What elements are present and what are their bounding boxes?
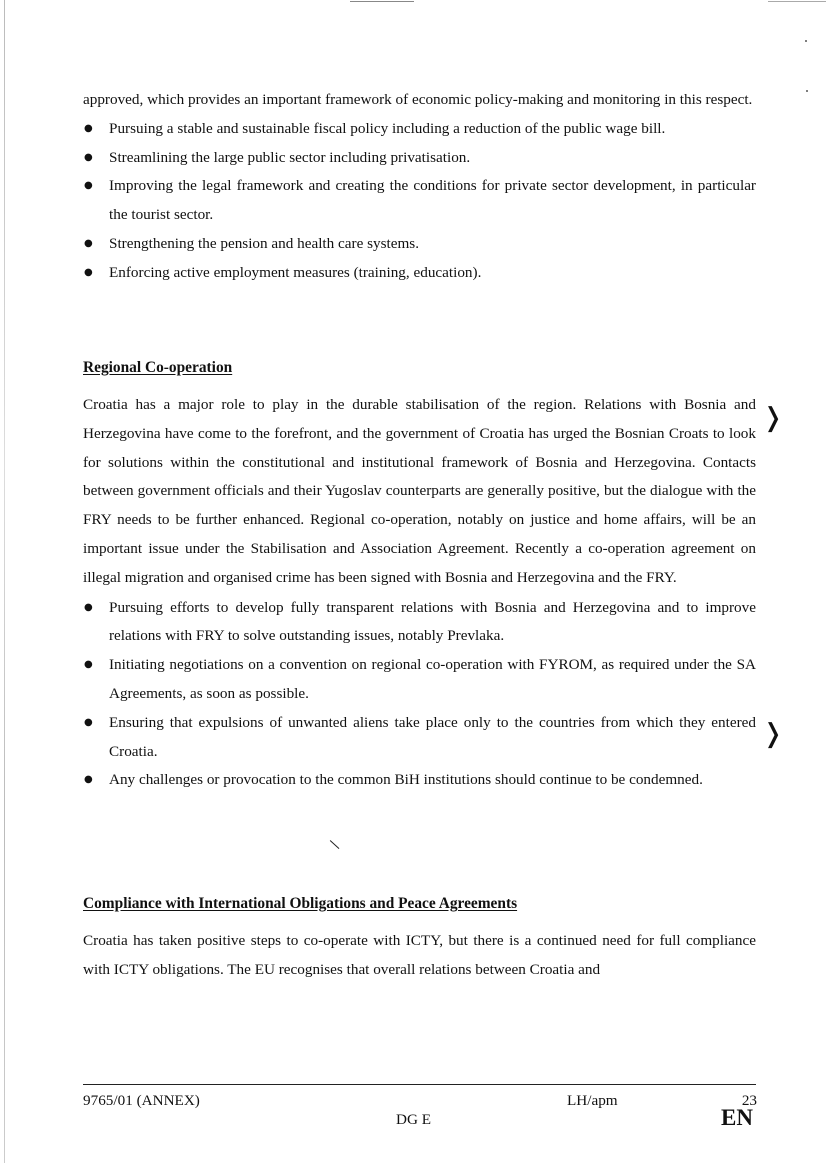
bullet-icon: ● — [84, 122, 93, 134]
bullet-icon: ● — [84, 601, 93, 613]
list-item: ● Any challenges or provocation to the common BiH institutions should continue to be condemned. — [83, 766, 756, 795]
punch-hole-mark-icon: ❭ — [762, 719, 784, 749]
footer-language: EN — [721, 1105, 753, 1130]
scan-left-edge — [4, 0, 5, 1163]
list-item: ● Pursuing efforts to develop fully transparent relations with Bosnia and Herzegovina and to improve relations with FRY to solve outstanding issues, notably Prevlaka. — [83, 594, 756, 652]
economic-policy-section — [83, 86, 756, 288]
bullet-icon: ● — [84, 716, 93, 728]
bullet-icon: ● — [84, 237, 93, 249]
list-item: ● Ensuring that expulsions of unwanted aliens take place only to the countries from which they entered Croatia. — [83, 709, 756, 767]
section-heading: Regional Co-operation — [83, 359, 233, 376]
bullet-icon: ● — [84, 659, 93, 671]
list-item: ● Improving the legal framework and creating the conditions for private sector development, in particular the tourist sector. — [83, 172, 756, 230]
section-heading: Compliance with International Obligations and Peace Agreements — [83, 895, 518, 912]
list-item: ● Initiating negotiations on a convention on regional co-operation with FYROM, as required under the SA Agreements, as soon as possible. — [83, 651, 756, 709]
list-item: ● Strengthening the pension and health care systems. — [83, 230, 756, 259]
list-item: ● Streamlining the large public sector including privatisation. — [83, 144, 756, 173]
compliance-body — [83, 927, 756, 985]
intro-paragraph: approved, which provides an important framework of economic policy-making and monitoring in this respect. — [83, 91, 753, 108]
bullet-icon: ● — [84, 151, 93, 163]
compliance-section — [83, 890, 756, 919]
bullet-icon: ● — [84, 266, 93, 278]
list-item: ● Enforcing active employment measures (training, education). — [83, 259, 756, 288]
scan-edge-line-right — [768, 1, 826, 2]
compliance-paragraph: Croatia has taken positive steps to co-operate with ICTY, but there is a continued need for full compliance with ICTY obligations. The EU recognises that overall relations between Croatia and — [83, 932, 756, 978]
economic-bullet-list — [83, 115, 756, 288]
scan-speck — [805, 40, 807, 42]
regional-bullet-list — [83, 594, 756, 796]
regional-paragraph: Croatia has a major role to play in the durable stabilisation of the region. Relations with Bosnia and Herzegovina have come to the forefront, and the government of Croatia has urged the Bosnian Croats to look for solutions within the constitutional and institutional framework of Bosnia and Herzegovina. Contacts between government officials and their Yugoslav counterparts are generally positive, but the dialogue with the FRY needs to be further enhanced. Regional co-operation, notably on justice and home affairs, will be an important issue under the Stabilisation and Association Agreement. Recently a co-operation agreement on illegal migration and organised crime has been signed with Bosnia and Herzegovina and the FRY. — [83, 396, 756, 586]
bullet-icon: ● — [84, 180, 93, 192]
footer-page-number: 23 — [741, 1092, 757, 1109]
stray-pen-mark — [330, 840, 340, 849]
footer-initials: LH/apm — [567, 1092, 618, 1109]
scan-edge-line — [350, 1, 414, 2]
punch-hole-mark-icon: ❭ — [762, 403, 784, 433]
regional-cooperation-section — [83, 354, 756, 383]
bullet-icon: ● — [84, 774, 93, 786]
scan-speck — [806, 90, 808, 92]
regional-cooperation-body — [83, 391, 756, 795]
footer-divider — [83, 1084, 756, 1085]
footer-directorate: DG E — [396, 1111, 432, 1128]
footer-doc-ref: 9765/01 (ANNEX) — [83, 1092, 200, 1109]
list-item: ● Pursuing a stable and sustainable fiscal policy including a reduction of the public wage bill. — [83, 115, 756, 144]
